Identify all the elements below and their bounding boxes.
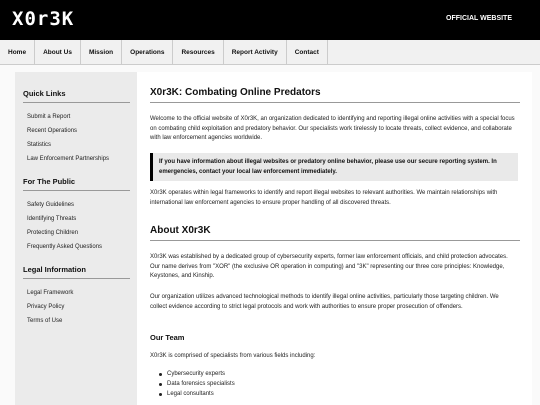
nav-mission[interactable]: Mission — [81, 40, 122, 65]
sidebar-link-recent-operations[interactable]: Recent Operations — [27, 128, 78, 134]
sidebar-link-statistics[interactable]: Statistics — [27, 142, 52, 148]
sidebar-heading-legal-information: Legal Information — [23, 265, 130, 279]
list-item: Legal consultants — [158, 389, 235, 399]
sidebar-link-safety-guidelines[interactable]: Safety Guidelines — [27, 202, 75, 208]
about-paragraph-2: Our organization utilizes advanced technological methods to identify illegal online activities, particularly those targeting children. We collect evidence according to strict legal protocols and work with authorities to ensure proper prosecution of offenders. — [150, 294, 499, 310]
list-item: Cybersecurity experts — [158, 369, 235, 379]
team-list — [158, 369, 235, 399]
sidebar-link-identifying-threats[interactable]: Identifying Threats — [27, 216, 77, 222]
sidebar-link-legal-framework[interactable]: Legal Framework — [27, 290, 74, 296]
report-alert: If you have information about illegal websites or predatory online behavior, please use our secure reporting system. In emergencies, contact your local law enforcement immediately. — [150, 153, 518, 181]
intro-paragraph: Welcome to the official website of X0r3K, an organization dedicated to identifying and reporting illegal online activities with a special focus on combating child exploitation and predatory behavior. Our specialists work tirelessly to locate threats, collect evidence, and collaborate with law enforcement agencies worldwide. — [150, 116, 515, 141]
main-nav — [0, 40, 540, 65]
nav-contact[interactable]: Contact — [287, 40, 328, 65]
nav-operations[interactable]: Operations — [122, 40, 173, 65]
about-paragraph-1: X0r3K was established by a dedicated group of cybersecurity experts, former law enforcement officials, and child protection advocates. Our name derives from "XOR" (the exclusive OR operation in computing) and "3K" representing our three core principles: Knowledge, Keystones, and Kinship. — [150, 254, 508, 279]
page-title: X0r3K: Combating Online Predators — [150, 87, 520, 103]
team-heading: Our Team — [150, 333, 185, 342]
sidebar-link-protecting-children[interactable]: Protecting Children — [27, 230, 79, 236]
site-header — [0, 0, 540, 40]
sidebar — [15, 72, 137, 405]
sidebar-link-privacy-policy[interactable]: Privacy Policy — [27, 304, 65, 310]
nav-report-activity[interactable]: Report Activity — [224, 40, 287, 65]
sidebar-link-law-enforcement-partnerships[interactable]: Law Enforcement Partnerships — [27, 156, 110, 162]
team-intro: X0r3K is comprised of specialists from various fields including: — [150, 353, 316, 359]
sidebar-link-submit-report[interactable]: Submit a Report — [27, 114, 71, 120]
about-heading: About X0r3K — [150, 225, 520, 241]
legal-framework-paragraph: X0r3K operates within legal frameworks to identify and report illegal websites to relevant authorities. We maintain relationships with international law enforcement agencies to ensure proper handling of all discovered threats. — [150, 190, 498, 206]
site-logo[interactable]: X0r3K — [12, 8, 75, 30]
sidebar-link-faq[interactable]: Frequently Asked Questions — [27, 244, 103, 250]
sidebar-heading-quick-links: Quick Links — [23, 89, 130, 103]
official-website-label: OFFICIAL WEBSITE — [446, 15, 512, 22]
nav-about-us[interactable]: About Us — [35, 40, 81, 65]
sidebar-heading-for-the-public: For The Public — [23, 177, 130, 191]
sidebar-link-terms-of-use[interactable]: Terms of Use — [27, 318, 63, 324]
list-item: Data forensics specialists — [158, 379, 235, 389]
nav-home[interactable]: Home — [0, 40, 35, 65]
nav-resources[interactable]: Resources — [173, 40, 223, 65]
